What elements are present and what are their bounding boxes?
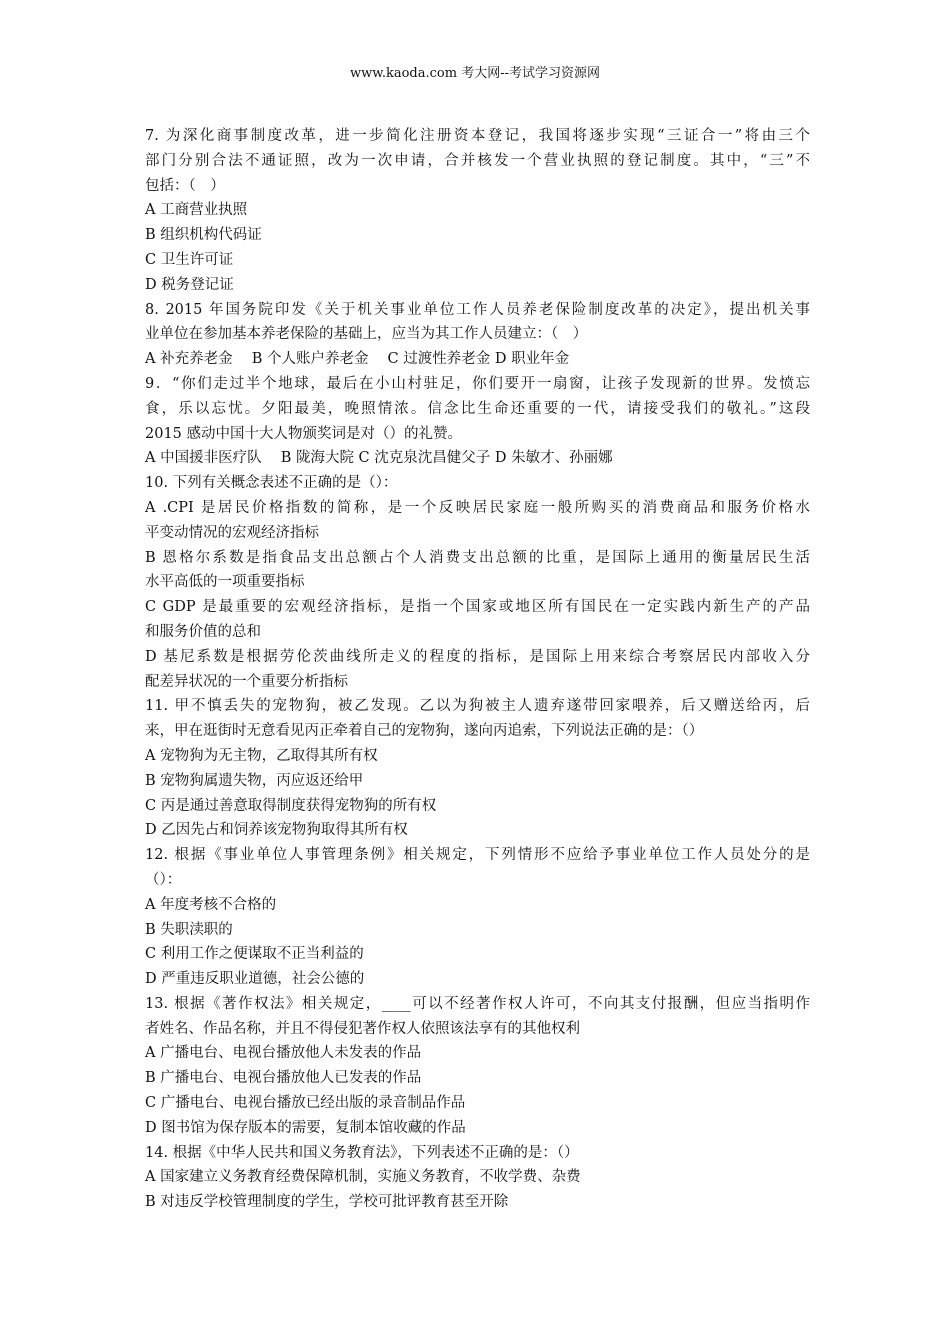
text-line: B 组织机构代码证	[145, 227, 262, 244]
text-line: 11. 甲不慎丢失的宠物狗，被乙发现。乙以为狗被主人遗弃遂带回家喂养，后又赠送给丙，后	[145, 698, 810, 715]
text-line: C 卫生许可证	[145, 251, 234, 268]
document-body	[145, 124, 810, 1215]
text-line: 者姓名、作品名称，并且不得侵犯著作权人依照该法享有的其他权利	[145, 1020, 580, 1037]
text-line: 和服务价值的总和	[145, 623, 261, 640]
text-line: C 广播电台、电视台播放已经出版的录音制品作品	[145, 1095, 466, 1112]
text-line: 12. 根据《事业单位人事管理条例》相关规定，下列情形不应给予事业单位工作人员处分的是	[145, 847, 810, 864]
text-line: 平变动情况的宏观经济指标	[145, 524, 319, 541]
text-line: C 丙是通过善意取得制度获得宠物狗的所有权	[145, 797, 437, 814]
text-line: A 年度考核不合格的	[145, 896, 277, 913]
text-line: D 税务登记证	[145, 276, 234, 293]
text-line: A 补充养老金 B 个人账户养老金 C 过渡性养老金 D 职业年金	[145, 351, 570, 368]
text-line: B 宠物狗属遗失物，丙应返还给甲	[145, 772, 364, 789]
text-line: 10. 下列有关概念表述不正确的是（）：	[145, 475, 398, 492]
text-line: B 广播电台、电视台播放他人已发表的作品	[145, 1070, 422, 1087]
text-line: 14. 根据《中华人民共和国义务教育法》，下列表述不正确的是：（）	[145, 1144, 579, 1161]
text-line: A 国家建立义务教育经费保障机制，实施义务教育，不收学费、杂费	[145, 1169, 581, 1186]
text-line: （）：	[145, 871, 182, 888]
text-line: 来，甲在逛街时无意看见丙正牵着自己的宠物狗，遂向丙追索，下列说法正确的是：（）	[145, 723, 704, 740]
text-line: D 基尼系数是根据劳伦茨曲线所走义的程度的指标，是国际上用来综合考察居民内部收入分	[145, 648, 810, 665]
text-line: 配差异状况的一个重要分析指标	[145, 673, 348, 690]
text-line: D 乙因先占和饲养该宠物狗取得其所有权	[145, 822, 408, 839]
text-line: 水平高低的一项重要指标	[145, 574, 305, 591]
text-line: D 图书馆为保存版本的需要，复制本馆收藏的作品	[145, 1119, 466, 1136]
text-line: A 宠物狗为无主物，乙取得其所有权	[145, 747, 378, 764]
text-line: A .CPI 是居民价格指数的简称，是一个反映居民家庭一般所购买的消费商品和服务价格水	[145, 499, 810, 516]
text-line: 部门分别合法不通证照，改为一次申请，合并核发一个营业执照的登记制度。其中，“三”不	[145, 152, 810, 169]
text-line: 9．“你们走过半个地球，最后在小山村驻足，你们要开一扇窗，让孩子发现新的世界。发愤忘	[145, 375, 810, 392]
text-line: B 失职渎职的	[145, 921, 233, 938]
page-header: www.kaoda.com 考大网--考试学习资源网	[350, 66, 600, 81]
text-line: 7. 为深化商事制度改革，进一步简化注册资本登记，我国将逐步实现“三证合一”将由三个	[145, 128, 810, 144]
text-line: 13. 根据《著作权法》相关规定，____可以不经著作权人许可，不向其支付报酬，但应当指明作	[145, 995, 810, 1012]
text-line: A 广播电台、电视台播放他人未发表的作品	[145, 1045, 422, 1062]
text-line: 2015 感动中国十大人物颁奖词是对（）的礼赞。	[145, 425, 463, 442]
text-line: C 利用工作之便谋取不正当利益的	[145, 946, 364, 963]
text-line: A 中国援非医疗队 B 陇海大院 C 沈克泉沈昌健父子 D 朱敏才、孙丽娜	[145, 450, 613, 467]
text-line: D 严重违反职业道德，社会公德的	[145, 971, 365, 988]
text-line: 食，乐以忘忧。夕阳最美，晚照情浓。信念比生命还重要的一代，请接受我们的敬礼。”这段	[145, 400, 810, 417]
text-line: A 工商营业执照	[145, 202, 248, 219]
text-line: B 恩格尔系数是指食品支出总额占个人消费支出总额的比重，是国际上通用的衡量居民生活	[145, 549, 810, 566]
text-line: 业单位在参加基本养老保险的基础上，应当为其工作人员建立：（ ）	[145, 326, 588, 343]
text-line: 包括：（ ）	[145, 177, 225, 194]
text-line: C GDP 是最重要的宏观经济指标，是指一个国家或地区所有国民在一定实践内新生产的产品	[145, 599, 810, 616]
text-line: 8. 2015 年国务院印发《关于机关事业单位工作人员养老保险制度改革的决定》，提出机关事	[145, 301, 810, 318]
text-line: B 对违反学校管理制度的学生，学校可批评教育甚至开除	[145, 1194, 509, 1211]
